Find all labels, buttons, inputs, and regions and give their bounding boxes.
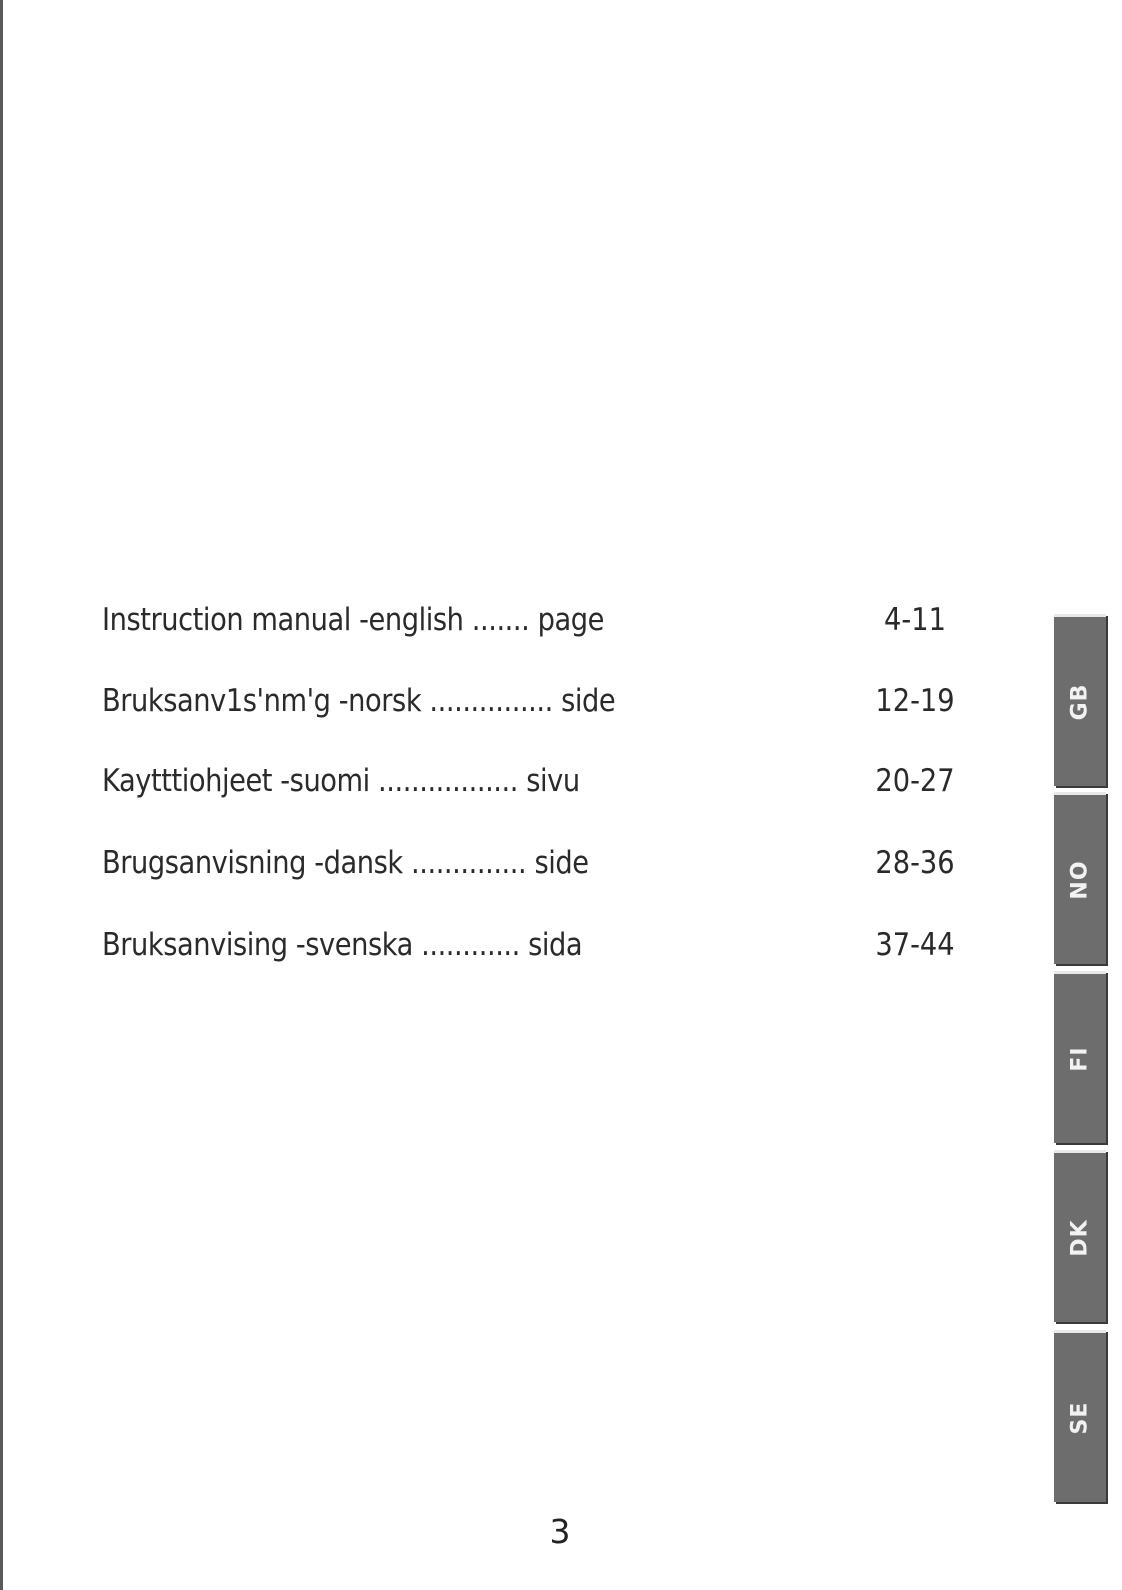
toc-entry-page-range: 12-19	[875, 683, 955, 719]
toc-entry-page-range: 28-36	[875, 845, 955, 881]
tab-label: DK	[1067, 1218, 1093, 1257]
toc-entry-page-range: 20-27	[875, 763, 955, 799]
toc-entry-page-range: 37-44	[875, 927, 955, 963]
tab-label: GB	[1067, 683, 1093, 720]
tab-dk[interactable]	[1054, 1150, 1106, 1322]
toc-entry-title: Kaytttiohjeet -suomi ................. sivu	[102, 763, 580, 799]
tab-label: SE	[1067, 1401, 1093, 1434]
page-number: 3	[549, 1512, 571, 1551]
tab-label: NO	[1067, 859, 1093, 900]
toc-entry-title: Bruksanv1s'nm'g -norsk ............... side	[102, 683, 616, 719]
toc-entry-title: Brugsanvisning -dansk .............. side	[102, 845, 589, 881]
toc-entry-suomi[interactable]	[0, 761, 1050, 821]
tab-fi[interactable]	[1054, 971, 1106, 1143]
tab-label: FI	[1067, 1045, 1093, 1072]
toc-entry-page-range: 4-11	[884, 602, 946, 638]
toc-entry-dansk[interactable]	[0, 843, 1050, 903]
toc-entry-title: Bruksanvising -svenska ............ sida	[102, 927, 583, 963]
toc-entry-svenska[interactable]	[0, 925, 1050, 985]
toc-entry-title: Instruction manual -english ....... page	[102, 602, 604, 638]
tab-gb[interactable]	[1054, 614, 1106, 786]
language-tabs	[1054, 614, 1122, 1510]
toc-entry-english[interactable]	[0, 600, 1050, 660]
tab-no[interactable]	[1054, 792, 1106, 964]
toc-entry-norsk[interactable]	[0, 681, 1050, 741]
tab-se[interactable]	[1054, 1330, 1106, 1502]
